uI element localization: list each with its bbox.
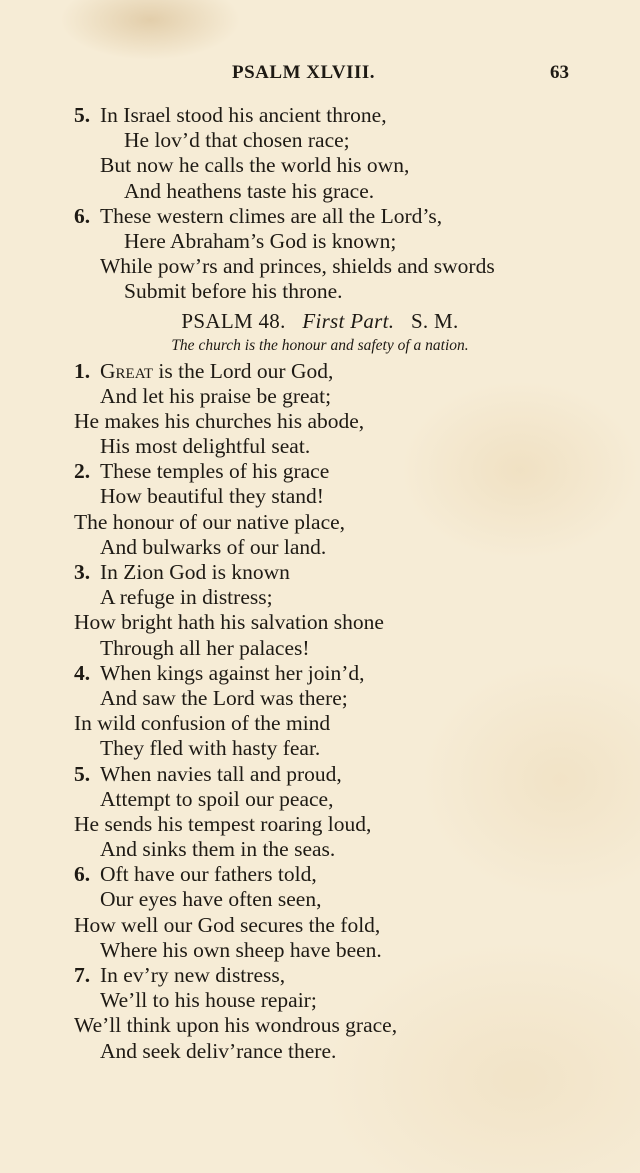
verse-text: How well our God secures the fold, <box>74 912 381 937</box>
verse-text: These western climes are all the Lord’s, <box>100 203 443 228</box>
verse-text: And sinks them in the seas. <box>100 837 336 862</box>
verse-line <box>0 434 640 459</box>
verse-text: We’ll think upon his wondrous grace, <box>74 1013 398 1038</box>
verse-text: While pow’rs and princes, shields and swords <box>100 254 495 279</box>
verse-text: How beautiful they stand! <box>100 484 324 509</box>
verse-text: We’ll to his house repair; <box>100 988 317 1013</box>
verse-line <box>0 686 640 711</box>
verse-text: Oft have our fathers told, <box>100 862 317 887</box>
verse-text: The honour of our native place, <box>74 509 346 534</box>
verse-line <box>0 661 640 686</box>
verse-line <box>0 560 640 585</box>
page-body <box>0 103 640 1064</box>
verse-text: Where his own sheep have been. <box>100 937 382 962</box>
verse-line <box>0 913 640 938</box>
first-word: Great <box>100 358 154 383</box>
verse-line <box>0 837 640 862</box>
verse-text: In Zion God is known <box>100 560 290 584</box>
page-header <box>0 60 640 88</box>
verse-text: But now he calls the world his own, <box>100 153 410 178</box>
verse-text: Here Abraham’s God is known; <box>124 228 397 253</box>
verse-text: A refuge in distress; <box>100 585 273 610</box>
verse-line <box>0 179 640 204</box>
verse-line <box>0 204 640 229</box>
verse-text: Through all her palaces! <box>100 635 310 660</box>
stanza-4 <box>0 661 640 762</box>
verse-line <box>0 359 640 384</box>
verse-text: How bright hath his salvation shone <box>74 610 384 635</box>
psalm-part: First Part. <box>302 308 395 333</box>
verse-text: And saw the Lord was there; <box>100 685 348 710</box>
verse-line <box>0 459 640 484</box>
verse-line <box>0 384 640 409</box>
verse-text: When kings against her join’d, <box>100 660 365 685</box>
stanza-7 <box>0 963 640 1064</box>
verse-line <box>0 128 640 153</box>
stanza-number: 1. <box>74 358 91 383</box>
stanza-6 <box>0 862 640 963</box>
verse-line <box>0 510 640 535</box>
verse-line <box>0 585 640 610</box>
verse-line <box>0 887 640 912</box>
verse-line <box>0 409 640 434</box>
verse-line <box>0 938 640 963</box>
verse-text: These temples of his grace <box>100 459 330 484</box>
verse-line <box>0 711 640 736</box>
verse-line <box>0 1013 640 1038</box>
verse-text: He makes his churches his abode, <box>74 408 365 433</box>
verse-line <box>0 736 640 761</box>
stanza-1 <box>0 359 640 460</box>
verse-line <box>0 484 640 509</box>
stanza-number: 7. <box>74 963 91 987</box>
stanza-number: 4. <box>74 660 91 685</box>
psalm-meter: S. M. <box>410 308 459 333</box>
stanza-number: 6. <box>74 203 91 228</box>
verse-text: Our eyes have often seen, <box>100 887 322 912</box>
verse-line <box>0 229 640 254</box>
verse-text: is the Lord our God, <box>153 358 334 383</box>
verse-text: In ev’ry new distress, <box>100 963 286 987</box>
running-title: PSALM XLVIII. <box>232 62 376 83</box>
verse-text: And heathens taste his grace. <box>124 178 375 203</box>
verse-text: And bulwarks of our land. <box>100 534 327 559</box>
psalm-argument: The church is the honour and safety of a nation. <box>171 336 469 354</box>
verse-text: In Israel stood his ancient throne, <box>100 103 387 127</box>
stanza-number: 6. <box>74 862 91 887</box>
verse-line <box>0 862 640 887</box>
verse-line <box>0 103 640 128</box>
verse-line <box>0 254 640 279</box>
verse-text: Attempt to spoil our peace, <box>100 786 334 811</box>
psalm-title: PSALM 48. <box>181 308 286 333</box>
verse-text: He sends his tempest roaring loud, <box>74 811 372 836</box>
verse-line <box>0 963 640 988</box>
stanza-number: 5. <box>74 103 91 127</box>
psalm-heading <box>0 307 640 335</box>
stanza-number: 3. <box>74 560 91 584</box>
verse-line <box>0 787 640 812</box>
stanza-prev-6 <box>0 204 640 305</box>
page-number: 63 <box>550 62 569 83</box>
stanza-3 <box>0 560 640 661</box>
verse-text: When navies tall and proud, <box>100 761 342 786</box>
verse-text: His most delightful seat. <box>100 434 311 459</box>
stanza-5 <box>0 762 640 863</box>
verse-text: And seek deliv’rance there. <box>100 1038 337 1063</box>
verse-line <box>0 762 640 787</box>
verse-text: Submit before his throne. <box>124 279 343 304</box>
verse-line <box>0 1039 640 1064</box>
verse-line <box>0 153 640 178</box>
verse-line <box>0 279 640 304</box>
verse-text: They fled with hasty fear. <box>100 736 321 761</box>
stanza-number: 5. <box>74 761 91 786</box>
verse-text: In wild confusion of the mind <box>74 711 331 736</box>
verse-text: And let his praise be great; <box>100 383 332 408</box>
verse-line <box>0 812 640 837</box>
verse-line <box>0 535 640 560</box>
verse-line <box>0 636 640 661</box>
stanza-prev-5 <box>0 103 640 204</box>
verse-line <box>0 610 640 635</box>
verse-text: He lov’d that chosen race; <box>124 128 350 153</box>
stanza-2 <box>0 459 640 560</box>
psalm-48-body <box>0 359 640 1064</box>
stanza-number: 2. <box>74 459 91 484</box>
verse-line <box>0 988 640 1013</box>
